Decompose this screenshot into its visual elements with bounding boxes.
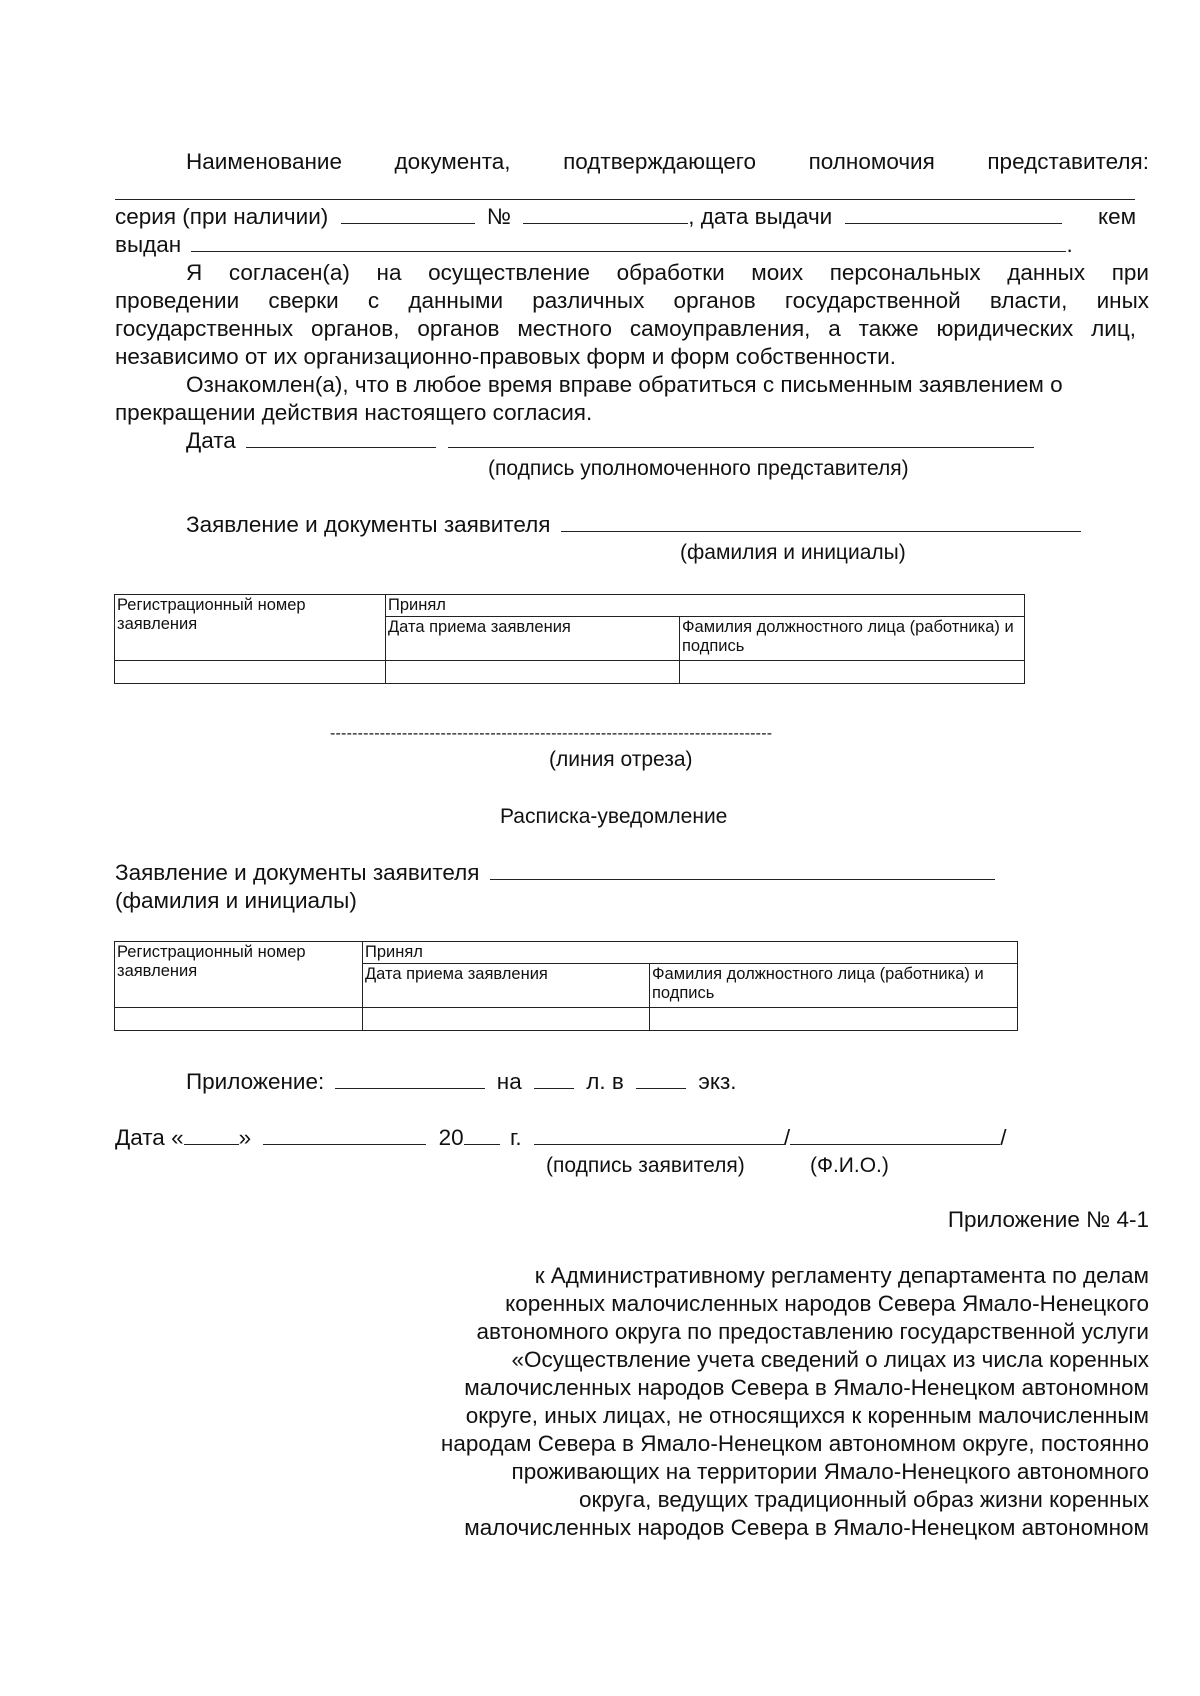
year-suffix: г. xyxy=(509,1125,522,1150)
issue-date-label: , дата выдачи xyxy=(688,204,833,229)
consent-date-line xyxy=(186,427,1034,455)
series-label: серия (при наличии) xyxy=(115,204,329,229)
accepted-header: Принял xyxy=(386,595,1025,617)
receipt-date-label: Дата « xyxy=(115,1125,184,1150)
attachment-blank[interactable] xyxy=(335,1069,485,1089)
copies-blank[interactable] xyxy=(636,1069,686,1089)
representative-signature-blank[interactable] xyxy=(448,428,1034,448)
series-blank[interactable] xyxy=(341,204,475,224)
receipt-name-caption: (фамилия и инициалы) xyxy=(115,888,357,913)
accept-date-cell[interactable] xyxy=(363,1008,650,1031)
appendix-line: малочисленных народов Севера в Ямало-Ненецком автономном xyxy=(464,1375,1149,1400)
cut-line-caption: (линия отреза) xyxy=(549,748,693,771)
applicant-fio-caption: (Ф.И.О.) xyxy=(810,1154,889,1177)
doc-name-word: Наименование xyxy=(186,149,342,174)
doc-name-blank[interactable] xyxy=(115,199,1135,200)
applicant-name-caption: (фамилия и инициалы) xyxy=(680,541,906,564)
issued-by-period: . xyxy=(1066,232,1073,257)
on-label: на xyxy=(496,1069,522,1094)
doc-name-word: представителя: xyxy=(987,149,1149,174)
consent-line: Я согласен(а) на осуществление обработки моих персональных данных при xyxy=(186,260,1149,285)
consent-line: независимо от их организационно-правовых форм и форм собственности. xyxy=(115,344,896,369)
doc-name-word: документа, xyxy=(394,149,511,174)
registration-table xyxy=(114,594,1025,684)
appendix-line: автономного округа по предоставлению государственной услуги xyxy=(476,1319,1149,1344)
doc-name-word: подтверждающего xyxy=(563,149,757,174)
applicant-line xyxy=(186,511,1081,539)
receipt-applicant-label: Заявление и документы заявителя xyxy=(115,860,480,885)
appendix-line: округа, ведущих традиционный образ жизни коренных xyxy=(579,1487,1149,1512)
issued-by-line xyxy=(115,231,1073,259)
consent-date-label: Дата xyxy=(186,428,236,453)
year-blank[interactable] xyxy=(464,1125,500,1145)
year-prefix: 20 xyxy=(438,1125,464,1150)
appendix-line: коренных малочисленных народов Севера Ямало-Ненецкого xyxy=(505,1291,1149,1316)
appendix-line: малочисленных народов Севера в Ямало-Ненецком автономном xyxy=(464,1515,1149,1540)
appendix-line: проживающих на территории Ямало-Ненецкого автономного xyxy=(511,1459,1149,1484)
attachment-line xyxy=(186,1068,737,1096)
copies-label: экз. xyxy=(698,1069,737,1094)
doc-name-line xyxy=(186,148,1149,176)
receipt-applicant-line xyxy=(115,859,995,887)
applicant-name-blank[interactable] xyxy=(561,512,1081,532)
applicant-signature-blank[interactable] xyxy=(534,1125,784,1145)
appendix-text xyxy=(389,1262,1149,1542)
accept-date-header: Дата приема заявления xyxy=(386,617,680,661)
sheets-blank[interactable] xyxy=(534,1069,574,1089)
appendix-line: «Осуществление учета сведений о лицах из числа коренных xyxy=(511,1347,1149,1372)
acknowledge-line: Ознакомлен(а), что в любое время вправе обратиться с письменным заявлением о xyxy=(186,372,1063,397)
appendix-line: к Административному регламенту департамента по делам xyxy=(534,1263,1149,1288)
consent-line: государственных органов, органов местного самоуправления, а также юридических лиц, xyxy=(115,316,1136,341)
reg-number-cell[interactable] xyxy=(115,661,386,684)
day-blank[interactable] xyxy=(184,1125,239,1145)
official-cell[interactable] xyxy=(680,661,1025,684)
accept-date-cell[interactable] xyxy=(386,661,680,684)
official-header: Фамилия должностного лица (работника) и подпись xyxy=(680,617,1025,661)
applicant-signature-caption: (подпись заявителя) xyxy=(546,1154,745,1177)
applicant-fio-blank[interactable] xyxy=(790,1125,1000,1145)
acknowledge-line: прекращении действия настоящего согласия. xyxy=(115,400,593,425)
appendix-title: Приложение № 4-1 xyxy=(947,1207,1149,1232)
attachment-label: Приложение: xyxy=(186,1069,325,1094)
series-line xyxy=(115,203,1062,231)
number-blank[interactable] xyxy=(523,204,688,224)
month-blank[interactable] xyxy=(263,1125,426,1145)
receipt-title: Расписка-уведомление xyxy=(500,805,728,828)
receipt-date-line xyxy=(115,1124,1006,1152)
slash: / xyxy=(783,1125,791,1150)
receipt-date-close: » xyxy=(238,1125,252,1150)
accept-date-header: Дата приема заявления xyxy=(363,964,650,1008)
official-cell[interactable] xyxy=(650,1008,1018,1031)
cut-line: -------------------------------------------------------------------------------- xyxy=(330,725,773,742)
issued-by-label-1: кем xyxy=(1098,204,1137,229)
reg-number-cell[interactable] xyxy=(115,1008,363,1031)
issued-by-label-2: выдан xyxy=(115,232,182,257)
consent-date-blank[interactable] xyxy=(246,428,436,448)
reg-number-header: Регистрационный номер заявления xyxy=(115,942,363,1008)
reg-number-header: Регистрационный номер заявления xyxy=(115,595,386,661)
applicant-label: Заявление и документы заявителя xyxy=(186,512,551,537)
doc-name-word: полномочия xyxy=(808,149,935,174)
sheets-label: л. в xyxy=(586,1069,624,1094)
appendix-line: народам Севера в Ямало-Ненецком автономном округе, постоянно xyxy=(440,1431,1149,1456)
accepted-header: Принял xyxy=(363,942,1018,964)
consent-line: проведении сверки с данными различных органов государственной власти, иных xyxy=(115,288,1149,313)
receipt-registration-table xyxy=(114,941,1018,1031)
issued-by-blank[interactable] xyxy=(191,232,1066,252)
number-label: № xyxy=(486,204,511,229)
slash: / xyxy=(1000,1125,1007,1150)
representative-signature-caption: (подпись уполномоченного представителя) xyxy=(488,457,909,480)
receipt-applicant-name-blank[interactable] xyxy=(490,860,995,880)
appendix-line: округе, иных лицах, не относящихся к коренным малочисленным xyxy=(465,1403,1149,1428)
official-header: Фамилия должностного лица (работника) и подпись xyxy=(650,964,1018,1008)
issue-date-blank[interactable] xyxy=(845,204,1062,224)
